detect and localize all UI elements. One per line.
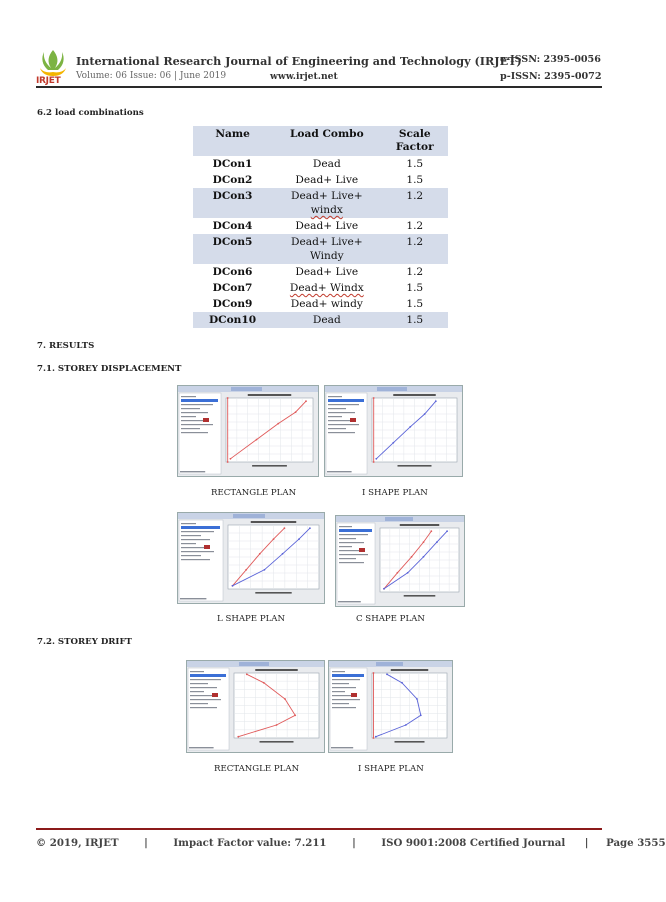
section-heading-load-combinations: 6.2 load combinations: [37, 108, 144, 118]
displacement-series-blue-point: [282, 553, 284, 555]
drift-series-blue-point: [401, 682, 403, 684]
drift-series-red-point: [246, 673, 248, 675]
panel-text-line: [328, 432, 355, 433]
row-name: DCon4: [212, 220, 253, 232]
screenshot-rectangle-drift: [186, 660, 325, 753]
plot-title: [251, 521, 297, 523]
panel-selected-item: [339, 529, 372, 532]
screenshot-ishape-displacement: [324, 385, 463, 477]
displacement-series-red-point: [284, 527, 286, 529]
displacement-series-blue-point: [383, 588, 385, 590]
base-axis-red-point: [373, 737, 375, 739]
panel-text-line: [181, 420, 204, 421]
row-name: DCon10: [193, 312, 272, 328]
screenshot-lshape-displacement: [177, 512, 325, 604]
row-factor: 1.5: [406, 298, 424, 310]
window-title-label: [385, 517, 413, 521]
row-name: DCon2: [212, 174, 253, 186]
panel-text-line: [181, 408, 200, 409]
base-axis-red-point: [373, 672, 375, 674]
table-row: [193, 218, 448, 234]
panel-text-line: [328, 396, 342, 397]
x-axis-label: [252, 465, 287, 467]
panel-text-line: [328, 404, 359, 405]
row-factor: 1.2: [382, 188, 448, 218]
footer-separator: |: [144, 837, 148, 849]
row-factor: 1.5: [406, 174, 424, 186]
footer-separator: |: [584, 837, 589, 849]
panel-text-line: [332, 699, 360, 700]
table-row: [193, 264, 448, 280]
p-issn: p-ISSN: 2395-0072: [500, 71, 602, 82]
row-name: DCon6: [212, 266, 253, 278]
displacement-series-blue-point: [409, 426, 411, 428]
panel-text-line: [181, 531, 214, 532]
row-name: DCon5: [193, 234, 272, 264]
panel-text-line: [339, 526, 352, 527]
displacement-series-blue-point: [375, 458, 377, 460]
displacement-series-blue-point: [436, 541, 438, 543]
window-title-label: [233, 514, 265, 518]
flag-swatch: [359, 548, 365, 552]
panel-text-line: [190, 699, 221, 700]
footer-page-number: Page 3555: [606, 837, 666, 849]
panel-text-line: [328, 424, 359, 425]
side-panel: [188, 668, 229, 750]
drift-series-blue-point: [420, 714, 422, 716]
table-row: [193, 312, 448, 328]
panel-text-line: [332, 703, 349, 704]
window-title-label: [377, 387, 407, 391]
drift-series-red-point: [284, 698, 286, 700]
screenshot-rectangle-displacement: [177, 385, 319, 477]
caption-ishape-displacement: I SHAPE PLAN: [362, 488, 428, 498]
footer-impact-factor: Impact Factor value: 7.211: [173, 837, 327, 849]
drift-series-red-point: [263, 682, 265, 684]
row-name: DCon7: [212, 282, 253, 294]
panel-text-line: [328, 416, 342, 417]
row-combo-line1: Dead+ Live+: [290, 190, 363, 202]
flag-swatch: [351, 693, 357, 697]
journal-logo: [34, 46, 72, 88]
panel-text-line: [181, 404, 213, 405]
drift-chart-rectangle: [187, 661, 324, 752]
row-combo: Dead+ Live: [295, 174, 359, 186]
row-factor: 1.2: [406, 266, 424, 278]
status-bar-text: [180, 598, 206, 599]
row-combo: Dead+ Live: [295, 220, 359, 232]
caption-rectangle-drift: RECTANGLE PLAN: [214, 764, 300, 774]
panel-text-line: [181, 523, 196, 524]
window-title-label: [376, 662, 403, 666]
displacement-series-blue-point: [392, 442, 394, 444]
status-bar-text: [331, 747, 353, 748]
status-bar-text: [180, 471, 205, 472]
displacement-chart-cshape: [336, 516, 464, 606]
displacement-series-blue-point: [309, 527, 311, 529]
row-factor: 1.5: [382, 312, 448, 328]
displacement-series-red-point: [273, 538, 275, 540]
window-title-label: [239, 662, 269, 666]
x-axis-label: [260, 741, 294, 743]
panel-selected-item: [328, 399, 364, 402]
panel-text-line: [181, 551, 214, 552]
displacement-series-blue-point: [424, 413, 426, 415]
plot-title: [248, 394, 292, 396]
flag-swatch: [350, 418, 356, 422]
panel-text-line: [332, 683, 349, 684]
panel-text-line: [181, 416, 196, 417]
panel-text-line: [190, 703, 208, 704]
panel-text-line: [181, 396, 196, 397]
displacement-series-blue-point: [232, 585, 234, 587]
table-row: [193, 234, 448, 264]
displacement-series-red-point: [305, 400, 307, 402]
footer-iso: ISO 9001:2008 Certified Journal: [381, 837, 566, 849]
row-combo-line2: windx: [310, 204, 343, 216]
column-header-load-combo: Load Combo: [272, 126, 381, 156]
panel-text-line: [181, 559, 210, 560]
panel-text-line: [328, 428, 346, 429]
panel-text-line: [339, 554, 368, 555]
displacement-series-red-point: [430, 530, 432, 532]
row-name: DCon9: [212, 298, 253, 310]
panel-text-line: [332, 707, 356, 708]
panel-selected-item: [190, 674, 226, 677]
panel-text-line: [190, 695, 213, 696]
drift-chart-ishape: [329, 661, 452, 752]
displacement-series-blue-point: [264, 569, 266, 571]
plot-title: [255, 669, 298, 671]
displacement-series-red-point: [230, 458, 232, 460]
panel-text-line: [332, 671, 345, 672]
displacement-chart-lshape: [178, 513, 324, 603]
row-combo-line2: Windy: [309, 250, 344, 262]
row-combo: Dead+ Live: [295, 266, 359, 278]
drift-series-blue-point: [375, 736, 377, 738]
panel-text-line: [190, 691, 204, 692]
panel-text-line: [181, 432, 208, 433]
row-combo: Dead: [272, 312, 381, 328]
header-rule: [36, 86, 602, 88]
section-heading-storey-displacement: 7.1. STOREY DISPLACEMENT: [37, 364, 182, 374]
panel-text-line: [339, 558, 356, 559]
row-factor: 1.5: [406, 158, 424, 170]
displacement-series-blue-point: [407, 572, 409, 574]
panel-text-line: [328, 420, 351, 421]
volume-issue: Volume: 06 Issue: 06 | June 2019: [76, 71, 227, 81]
x-axis-label: [395, 741, 425, 743]
panel-text-line: [190, 687, 217, 688]
panel-text-line: [190, 671, 204, 672]
displacement-series-blue-point: [423, 556, 425, 558]
section-heading-storey-drift: 7.2. STOREY DRIFT: [37, 637, 132, 647]
displacement-series-red-point: [423, 541, 425, 543]
panel-text-line: [332, 679, 360, 680]
footer-separator: |: [352, 837, 356, 849]
drift-series-blue-point: [386, 673, 388, 675]
base-axis-red-point: [227, 397, 229, 399]
row-combo: [272, 188, 381, 218]
table-row: [193, 296, 448, 312]
row-combo: [272, 234, 381, 264]
journal-title: International Research Journal of Engineering and Technology (IRJET): [76, 54, 522, 68]
caption-ishape-drift: I SHAPE PLAN: [358, 764, 424, 774]
panel-text-line: [339, 546, 352, 547]
row-factor: 1.2: [406, 220, 424, 232]
x-axis-label: [398, 465, 432, 467]
footer: [36, 837, 666, 849]
displacement-series-red-point: [397, 572, 399, 574]
table-row: [193, 172, 448, 188]
panel-text-line: [190, 707, 217, 708]
row-combo: [272, 280, 381, 296]
table-row: [193, 280, 448, 296]
caption-lshape-displacement: L SHAPE PLAN: [217, 614, 286, 624]
flag-swatch: [212, 693, 218, 697]
table-row: [193, 188, 448, 218]
drift-series-red-point: [276, 724, 278, 726]
displacement-series-blue-point: [298, 538, 300, 540]
footer-copyright: © 2019, IRJET: [36, 837, 119, 849]
panel-text-line: [181, 543, 196, 544]
caption-rectangle-displacement: RECTANGLE PLAN: [211, 488, 297, 498]
panel-text-line: [181, 424, 213, 425]
panel-text-line: [328, 412, 355, 413]
panel-text-line: [181, 539, 210, 540]
panel-text-line: [190, 679, 221, 680]
plot-title: [400, 524, 440, 526]
panel-text-line: [181, 547, 205, 548]
panel-text-line: [181, 412, 208, 413]
panel-text-line: [332, 695, 352, 696]
panel-text-line: [332, 687, 356, 688]
logo-text: IRJET: [36, 76, 61, 86]
panel-text-line: [339, 562, 364, 563]
load-combination-table: [193, 126, 448, 328]
row-name: DCon1: [212, 158, 253, 170]
panel-text-line: [332, 691, 345, 692]
row-name: DCon3: [193, 188, 272, 218]
row-combo-text: Dead+ Windx: [289, 282, 364, 294]
panel-text-line: [181, 535, 201, 536]
panel-text-line: [190, 683, 208, 684]
panel-text-line: [339, 542, 364, 543]
window-title-label: [231, 387, 262, 391]
table-header-row: [193, 126, 448, 156]
e-issn: e-ISSN: 2395-0056: [500, 54, 601, 65]
displacement-series-red-point: [295, 411, 297, 413]
drift-series-red-point: [294, 714, 296, 716]
displacement-series-red-point: [411, 556, 413, 558]
header-scale-line2: Factor: [395, 141, 434, 153]
displacement-series-red-point: [245, 569, 247, 571]
displacement-chart-rectangle: [178, 386, 318, 476]
plot-title: [391, 669, 429, 671]
column-header-name: Name: [193, 126, 272, 156]
footer-rule: [36, 828, 602, 830]
drift-series-red-point: [237, 736, 239, 738]
section-heading-results: 7. RESULTS: [37, 341, 95, 351]
row-combo-line1: Dead+ Live+: [290, 236, 363, 248]
x-axis-label: [255, 592, 291, 594]
screenshot-ishape-drift: [328, 660, 453, 753]
displacement-series-red-point: [256, 439, 258, 441]
row-factor: 1.5: [406, 282, 424, 294]
base-axis-red-point: [373, 397, 375, 399]
caption-cshape-displacement: C SHAPE PLAN: [356, 614, 425, 624]
status-bar-text: [327, 471, 352, 472]
displacement-chart-ishape: [325, 386, 462, 476]
displacement-series-red-point: [259, 553, 261, 555]
base-axis-red-point: [373, 461, 375, 463]
status-bar-text: [338, 601, 361, 602]
flag-swatch: [203, 418, 209, 422]
panel-selected-item: [181, 399, 218, 402]
panel-text-line: [328, 408, 346, 409]
row-combo: Dead: [312, 158, 341, 170]
panel-text-line: [339, 538, 356, 539]
screenshot-cshape-displacement: [335, 515, 465, 607]
panel-selected-item: [181, 526, 220, 529]
column-header-scale-factor: [382, 126, 448, 156]
panel-text-line: [181, 428, 200, 429]
row-factor: 1.2: [382, 234, 448, 264]
x-axis-label: [404, 595, 436, 597]
panel-text-line: [339, 534, 368, 535]
row-combo: Dead+ windy: [290, 298, 363, 310]
flag-swatch: [204, 545, 210, 549]
status-bar-text: [189, 747, 214, 748]
panel-text-line: [339, 550, 360, 551]
drift-series-blue-point: [416, 698, 418, 700]
displacement-series-red-point: [277, 423, 279, 425]
displacement-series-blue-point: [446, 530, 448, 532]
panel-text-line: [181, 555, 201, 556]
journal-website-link[interactable]: www.irjet.net: [270, 71, 338, 82]
displacement-series-blue-point: [435, 400, 437, 402]
panel-selected-item: [332, 674, 364, 677]
side-panel: [330, 668, 367, 750]
base-axis-red-point: [227, 461, 229, 463]
header-scale-line1: Scale: [398, 128, 431, 140]
drift-series-blue-point: [405, 724, 407, 726]
table-row: [193, 156, 448, 172]
plot-title: [393, 394, 436, 396]
